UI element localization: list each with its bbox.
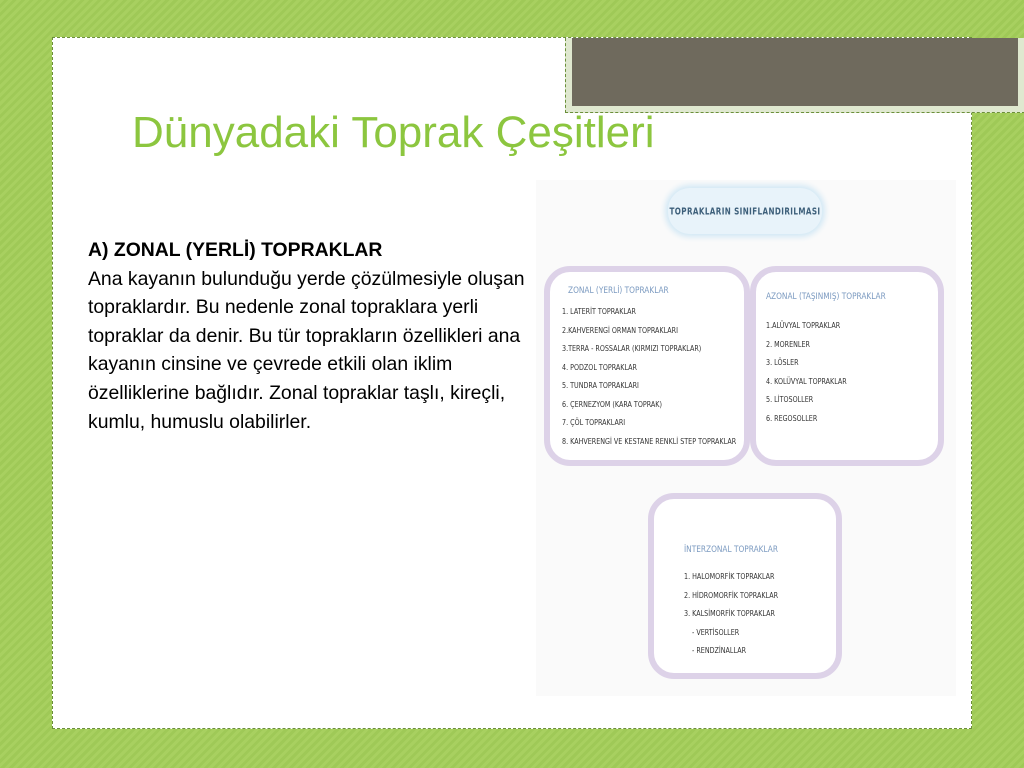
soil-classification-figure xyxy=(536,180,956,696)
list-item: 1. LATERİT TOPRAKLAR xyxy=(562,306,636,317)
azonal-soils-list xyxy=(766,320,847,431)
azonal-soils-box xyxy=(750,266,944,466)
list-item: 7. ÇÖL TOPRAKLARI xyxy=(562,417,626,428)
list-item: 2. HİDROMORFİK TOPRAKLAR xyxy=(684,589,779,600)
interzonal-soils-heading: İNTERZONAL TOPRAKLAR xyxy=(684,543,778,555)
section-heading: A) ZONAL (YERLİ) TOPRAKLAR xyxy=(88,239,383,261)
figure-title: TOPRAKLARIN SINIFLANDIRILMASI xyxy=(669,205,821,217)
list-item: 1. HALOMORFİK TOPRAKLAR xyxy=(684,571,775,582)
list-item: 8. KAHVERENGİ VE KESTANE RENKLİ STEP TOPRAKLAR xyxy=(562,435,737,446)
list-item: 2.KAHVERENGİ ORMAN TOPRAKLARI xyxy=(562,324,678,335)
page-title: Dünyadaki Toprak Çeşitleri xyxy=(132,108,655,157)
list-item: 5. TUNDRA TOPRAKLARI xyxy=(562,380,639,391)
section-paragraph: Ana kayanın bulunduğu yerde çözülmesiyle oluşan topraklardır. Bu nedenle zonal topraklara yerli topraklar da denir. Bu tür toprakların özellikleri ana kayanın cinsine ve çevrede etkili olan iklim özelliklerine bağlıdır. Zonal topraklar taşlı, kireçli, kumlu, humuslu olabilirler. xyxy=(88,267,525,433)
list-subitem: - VERTİSOLLER xyxy=(692,626,740,637)
list-subitem: - RENDZİNALLAR xyxy=(692,645,747,656)
interzonal-soils-box xyxy=(648,493,842,679)
interzonal-soils-list xyxy=(684,571,778,664)
body-text-block xyxy=(88,236,528,436)
list-item: 5. LİTOSOLLER xyxy=(766,394,814,405)
list-item: 3.TERRA - ROSSALAR (KIRMIZI TOPRAKLAR) xyxy=(562,343,702,354)
zonal-soils-heading: ZONAL (YERLİ) TOPRAKLAR xyxy=(568,284,669,296)
list-item: 1.ALÜVYAL TOPRAKLAR xyxy=(766,320,841,331)
list-item: 6. REGOSOLLER xyxy=(766,412,818,423)
list-item: 4. KOLÜVYAL TOPRAKLAR xyxy=(766,375,847,386)
list-item: 2. MORENLER xyxy=(766,338,810,349)
slide-decorative-tab xyxy=(565,38,1024,113)
slide-decorative-tab-fill xyxy=(572,38,1018,106)
list-item: 3. KALSİMORFİK TOPRAKLAR xyxy=(684,608,775,619)
list-item: 6. ÇERNEZYOM (KARA TOPRAK) xyxy=(562,398,662,409)
list-item: 4. PODZOL TOPRAKLAR xyxy=(562,361,637,372)
azonal-soils-heading: AZONAL (TAŞINMIŞ) TOPRAKLAR xyxy=(766,290,886,302)
zonal-soils-box xyxy=(544,266,750,466)
zonal-soils-list xyxy=(562,306,736,454)
figure-title-bubble xyxy=(668,188,822,234)
list-item: 3. LÖSLER xyxy=(766,357,799,368)
